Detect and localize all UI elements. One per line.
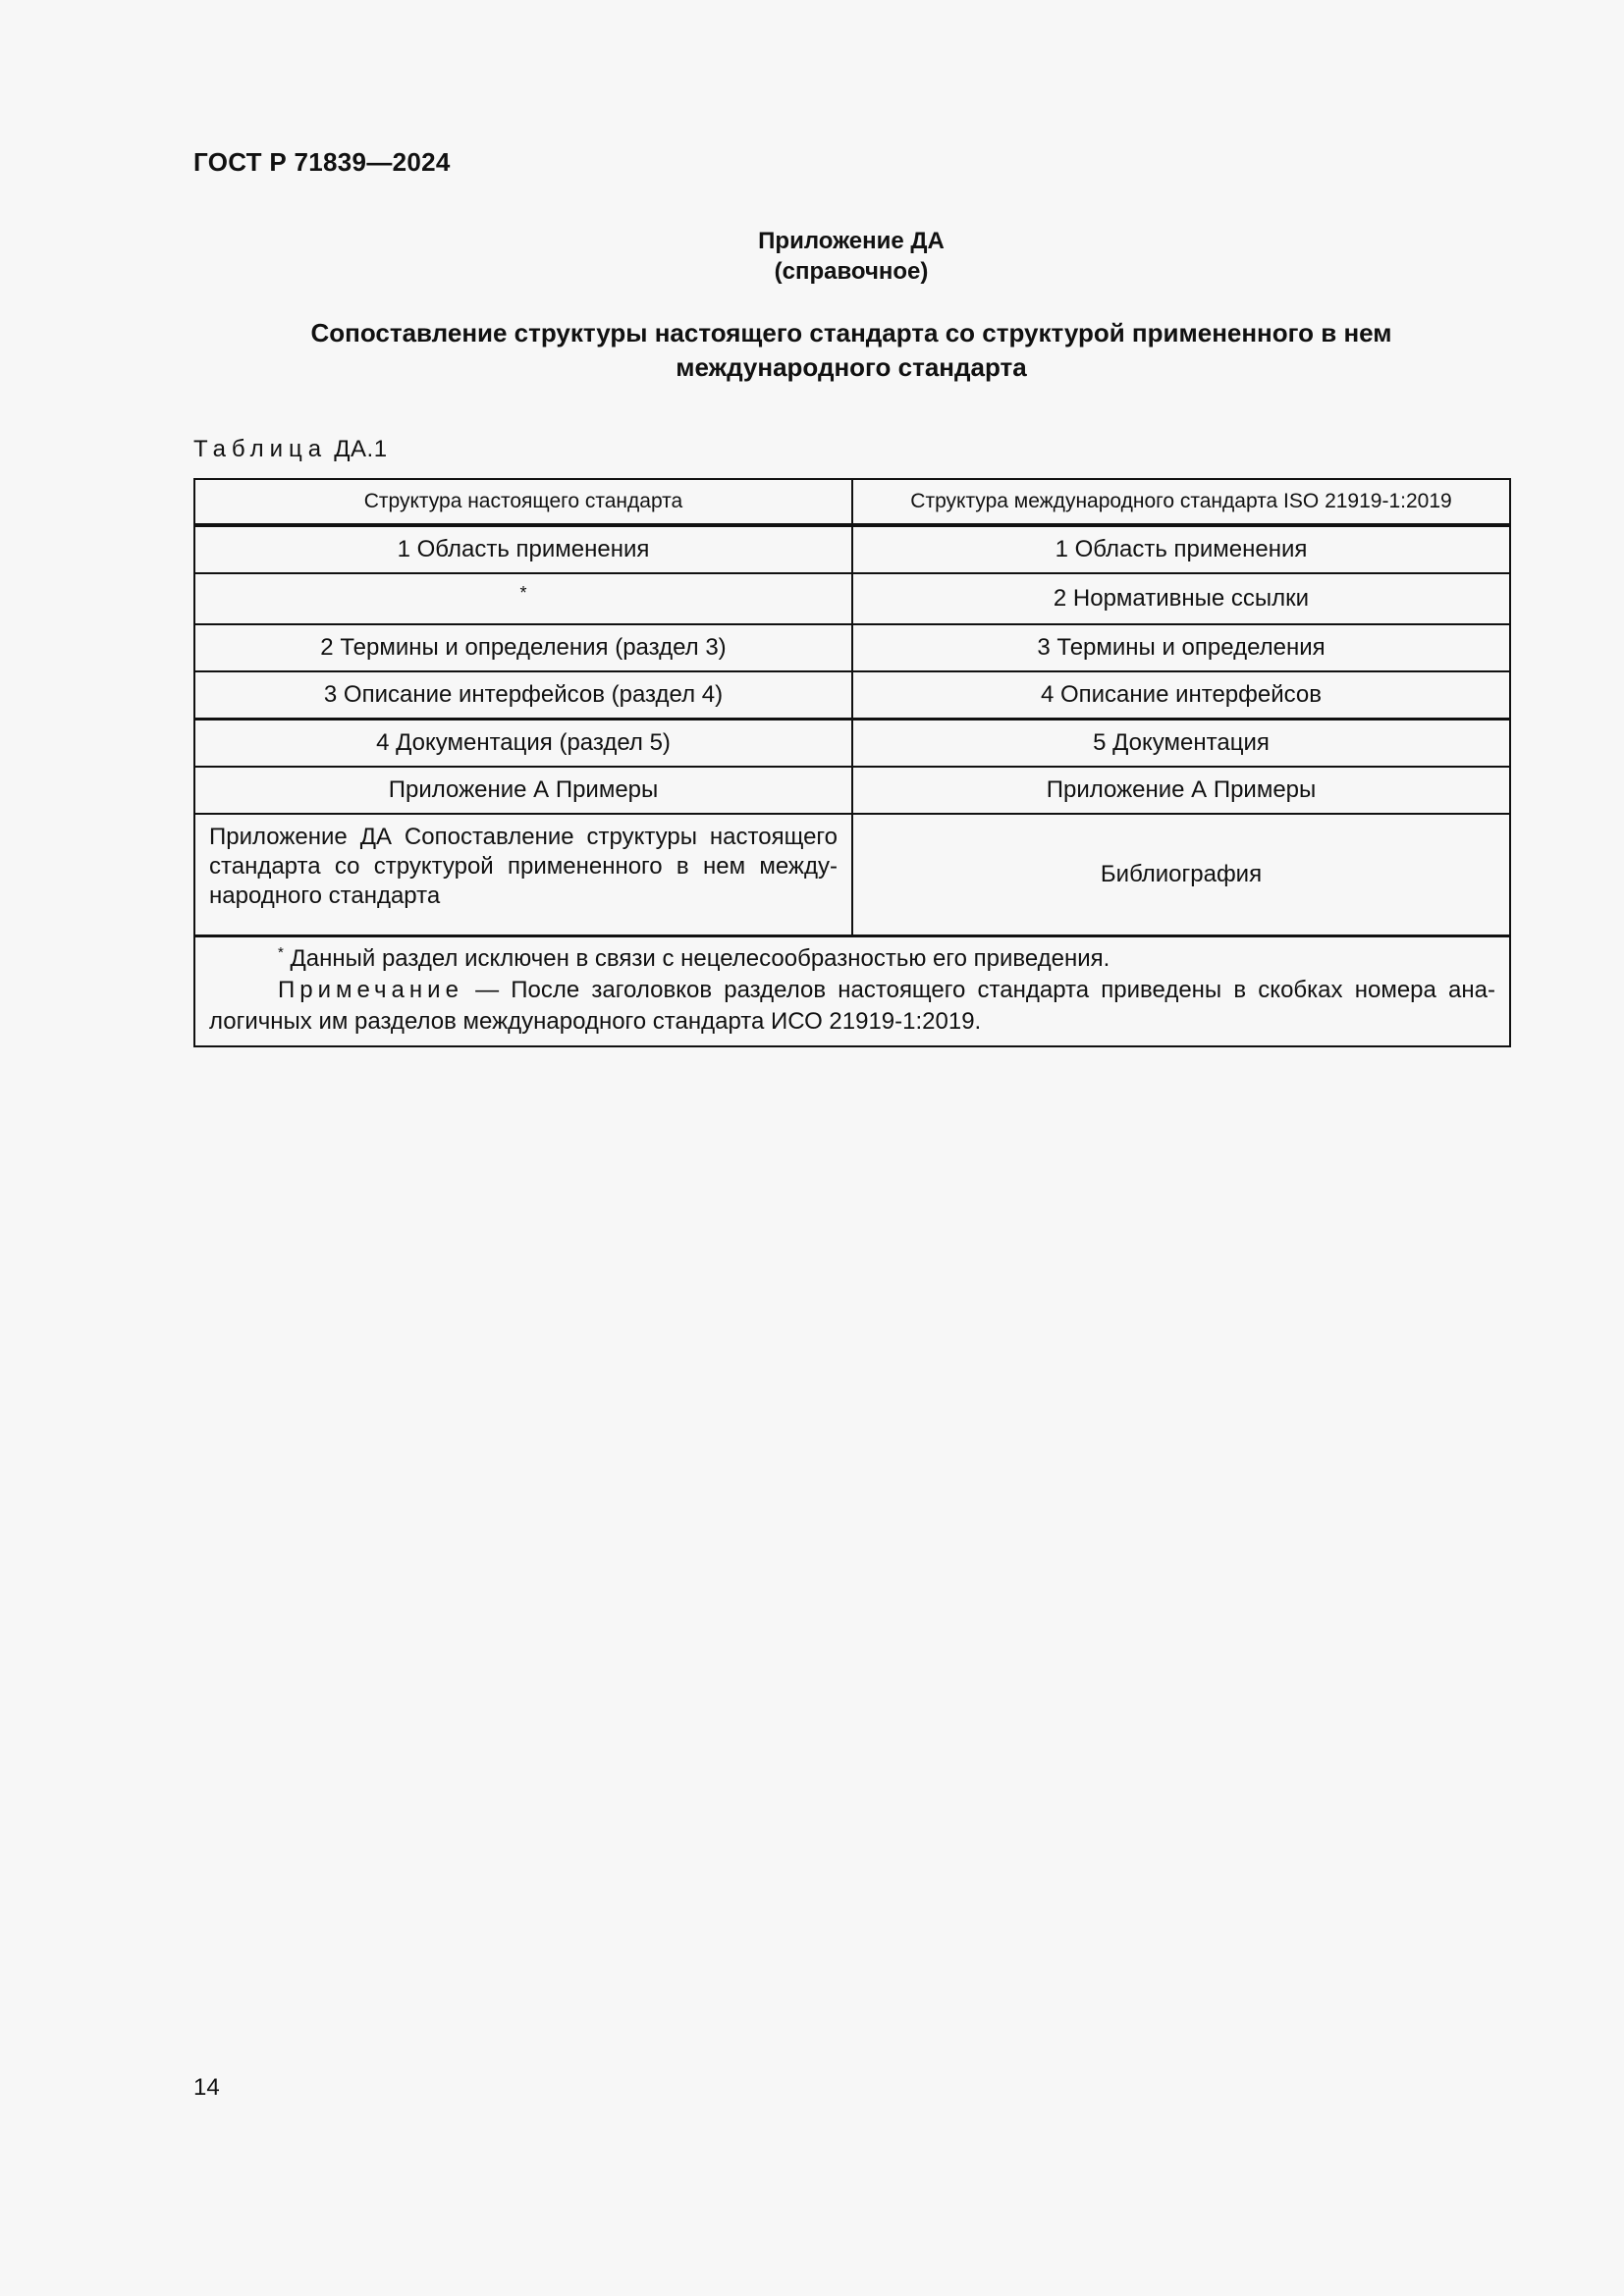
table-cell: 4 Описание интерфейсов xyxy=(852,671,1510,720)
table-caption-number: ДА.1 xyxy=(334,436,388,462)
appendix-title xyxy=(193,316,1509,385)
table-cell: 4 Документация (раздел 5) xyxy=(194,720,852,768)
table-cell: 1 Область применения xyxy=(194,525,852,573)
table-caption-word: Таблица xyxy=(193,436,328,462)
table-cell: Приложение ДА Сопоставление структуры настоящего стандарта со структурой примененного в нем международного стандарта xyxy=(194,814,852,936)
appendix-title-line-1: Сопоставление структуры настоящего стандарта со структурой примененного в нем xyxy=(310,318,1392,347)
appendix-label: Приложение ДА xyxy=(758,228,945,254)
note-label: Примечание xyxy=(278,977,463,1003)
footnote xyxy=(209,943,1495,975)
table-row xyxy=(194,720,1510,768)
table-row xyxy=(194,767,1510,814)
appendix-kind: (справочное) xyxy=(774,258,929,285)
table-cell: 2 Термины и определения (раздел 3) xyxy=(194,624,852,671)
document-code: ГОСТ Р 71839—2024 xyxy=(193,147,451,177)
table-cell: 2 Нормативные ссылки xyxy=(852,573,1510,624)
table-header-cell: Структура международного стандарта ISO 21919-1:2019 xyxy=(852,479,1510,525)
footnote-mark: * xyxy=(278,944,284,961)
table-cell: 3 Описание интерфейсов (раздел 4) xyxy=(194,671,852,720)
table-note xyxy=(209,975,1495,1038)
table-notes-row xyxy=(194,936,1510,1047)
table-header-row xyxy=(194,479,1510,525)
table-row xyxy=(194,671,1510,720)
table-cell-footnote-mark: * xyxy=(194,573,852,624)
note-text: После заголовков разделов настоящего стандарта приведены в скобках номера аналогичных им разделов международного стандарта ИСО 21919-1:2019. xyxy=(209,977,1495,1035)
footnote-text: Данный раздел исключен в связи с нецелесообразностью его приведения. xyxy=(290,945,1110,972)
table-caption xyxy=(193,436,388,463)
appendix-title-line-2: международного стандарта xyxy=(676,352,1027,382)
table-cell: Приложение А Примеры xyxy=(194,767,852,814)
table-cell: 1 Область применения xyxy=(852,525,1510,573)
structure-comparison-table xyxy=(193,478,1511,1047)
table-notes-cell xyxy=(194,936,1510,1047)
table-header-cell: Структура настоящего стандарта xyxy=(194,479,852,525)
page-number: 14 xyxy=(193,2074,220,2101)
table-row xyxy=(194,624,1510,671)
note-dash: — xyxy=(475,977,500,1003)
table-cell: Библиография xyxy=(852,814,1510,936)
table-cell: 3 Термины и определения xyxy=(852,624,1510,671)
appendix-heading xyxy=(193,226,1509,287)
table-row xyxy=(194,573,1510,624)
table-row xyxy=(194,525,1510,573)
table-cell: 5 Документация xyxy=(852,720,1510,768)
table-cell: Приложение А Примеры xyxy=(852,767,1510,814)
table-row xyxy=(194,814,1510,936)
